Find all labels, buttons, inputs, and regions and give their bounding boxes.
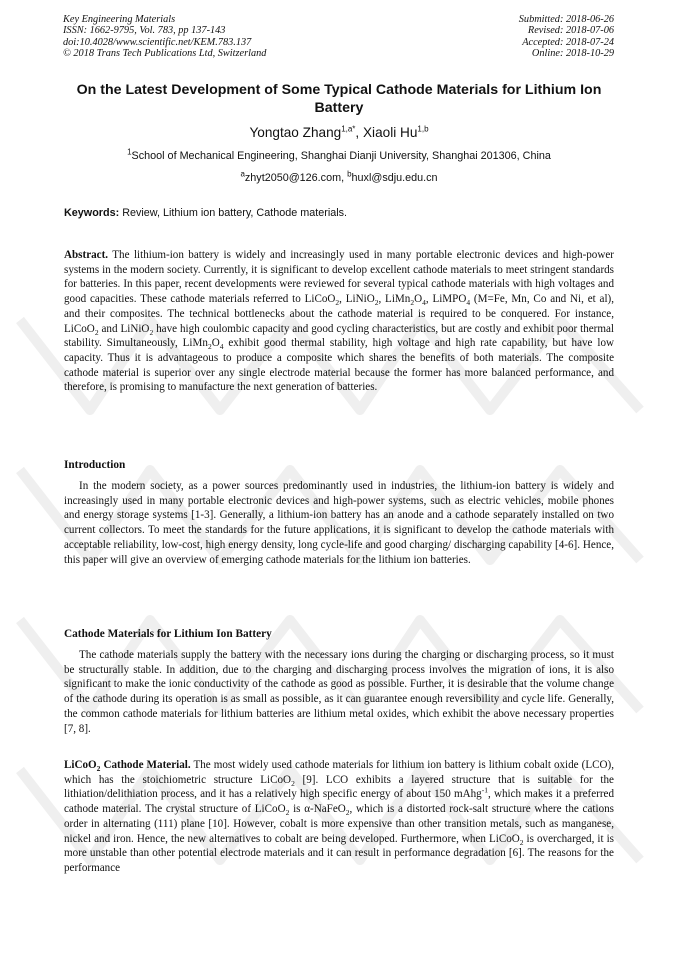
licoo2-paragraph [64,758,614,876]
licoo2-text: is overcharged, it is more unstable than other potential electrode materials and it can result in performance degradation [6]. The reasons for the performance [64,832,614,874]
keywords-label: Keywords: [64,207,120,219]
licoo2-text: The most widely used cathode materials for lithium ion battery is lithium cobalt oxide (LCO), which has the stoichiometric structure LiCoO [64,759,614,786]
email-link[interactable]: huxl@sdju.edu.cn [351,172,438,184]
subscript: 2 [335,298,340,308]
subscript: 2 [207,342,212,352]
accepted-date: Accepted: 2018-07-24 [522,36,614,48]
author-separator: , [355,125,363,140]
abstract-text: exhibit good thermal stability, high voltage and high rate capability, but have low capacity. Thus it is advantageous to produce a composite which shares the benefits of both materials. The composite cathode material is superior over any single electrode material because the former has more balanced performance, and therefore, is promising to manufacture the next generation of batteries. [64,337,614,394]
header-left [63,14,266,60]
emails-line: $^a$zhyt2050@126.com, $^b$huxl@sdju.edu.cn [240,169,438,184]
keywords-text: Review, Lithium ion battery, Cathode materials. [122,207,348,219]
affiliation-sup: 1 [127,147,132,157]
header-right [519,14,614,60]
subscript: 4 [466,298,471,308]
licoo2-heading [64,759,191,774]
affiliation-text: School of Mechanical Engineering, Shanghai Dianji University, Shanghai 201306, China [131,150,551,162]
licoo2-heading-text: LiCoO [64,759,97,771]
email-link[interactable]: zhyt2050@126.com [244,172,342,184]
email-sup: a [240,169,245,179]
online-date: Online: 2018-10-29 [531,48,614,60]
superscript: -1 [481,785,488,795]
licoo2-text: , which is a distorted rock-salt structure where the cations order in alternating (111) plane [10]. However, cobalt is more expensive than other transition metals, such as manganese, nickel and iron. Hence, the new alternatives to cobalt are being developed. Furthermore, when LiCoO [64,803,614,845]
subscript: 2 [374,298,379,308]
abstract-text: have high coulombic capacity and good cycling characteristics, but are costly and exhibit poor thermal stability. Simultaneously, LiMn [64,322,615,350]
authors-line [60,124,618,142]
subscript: 2 [345,808,350,818]
abstract-text: , LiMn [378,293,411,306]
licoo2-heading-text: Cathode Material. [100,759,191,771]
abstract-paragraph [64,248,614,395]
licoo2-text: is α-NaFeO [289,803,346,816]
subscript: 2 [291,778,295,788]
abstract-text: O [211,337,220,350]
abstract-text: , LiMPO [425,293,467,306]
submitted-date: Submitted: 2018-06-26 [518,14,614,25]
author-name: Xiaoli Hu [362,125,418,140]
abstract-text: and LiNiO [98,322,150,335]
author-sup: 1,b [417,124,429,134]
author-sup: 1,a* [341,124,356,134]
licoo2-text: , which makes it a preferred cathode material. The crystal structure of LiCoO [64,788,615,816]
author-name: Yongtao Zhang [249,125,342,140]
paper-title: On the Latest Development of Some Typical Cathode Materials for Lithium Ion Battery [76,82,602,116]
abstract-text: The lithium-ion battery is widely and increasingly used in many portable electronic devices and high-power systems in the modern society. Currently, it is significant to develop excellent cathode materials to meet stringent standards for batteries. In this paper, recent developments were reviewed for several typical cathode materials with high voltages and good capacities. These cathode materials referred to LiCoO [64,249,614,306]
subscript: 2 [94,327,99,337]
email-sup: b [347,169,352,179]
keywords [64,206,616,220]
subscript: 2 [410,298,415,308]
subscript: 4 [422,298,426,308]
introduction-heading: Introduction [64,459,126,471]
abstract-text: , LiNiO [339,293,375,306]
subscript: 2 [519,837,524,847]
abstract-label: Abstract. [64,249,109,261]
abstract-text: O [414,293,423,306]
affiliation [60,149,618,163]
subscript: 2 [149,327,154,337]
journal-name: Key Engineering Materials [63,14,176,25]
cathode-paragraph: The cathode materials supply the battery with the necessary ions during the charging or discharging process, so it must be structurally stable. In addition, due to the charging and discharging process involves the migration of ions, it is also significant to make the ionic conductivity of the cathode as good as possible. Further, it is desirable that the volume change of the cathode during its operation is as small as possible, as it can guarantee enough reversibility and cycle life. Generally, the common cathode materials for lithium batteries are lithium metal oxides, which exhibit the above necessary properties [7, 8]. [64,649,614,735]
issn: ISSN: 1662-9795, Vol. 783, pp 137-143 [63,25,226,37]
revised-date: Revised: 2018-07-06 [527,25,614,37]
abstract-text: (M=Fe, Mn, Co and Ni, et al), and their composites. The technical bottlenecks about the cathode material is required to be conquered. For instance, LiCoO [64,293,615,335]
licoo2-text: [9]. LCO exhibits a layered structure that is suitable for the lithiation/delithiation process, and it has a relatively high specific energy of about 150 mAhg [64,773,614,801]
cathode-heading: Cathode Materials for Lithium Ion Battery [64,628,272,640]
doi: doi:10.4028/www.scientific.net/KEM.783.137 [63,36,252,48]
subscript: 4 [219,342,224,352]
introduction-paragraph: In the modern society, as a power sources predominantly used in industries, the lithium-ion battery is widely and increasingly used in many portable electronic devices and high-power systems, such as electric vehicles, mobile phones and energy storage systems [1-3]. Generally, a lithium-ion battery has an anode and a cathode separately installed on two current collectors. To meet the standards for the future applications, it is significant to develop the cathode materials with acceptable reliability, low-cost, high energy density, long cycle-life and good charging/ discharging capability [4-6]. Hence, this paper will give an overview of emerging cathode materials for the lithium ion batteries. [64,480,614,566]
copyright: © 2018 Trans Tech Publications Ltd, Switzerland [63,48,267,60]
subscript: 2 [96,764,101,774]
subscript: 2 [285,808,290,818]
